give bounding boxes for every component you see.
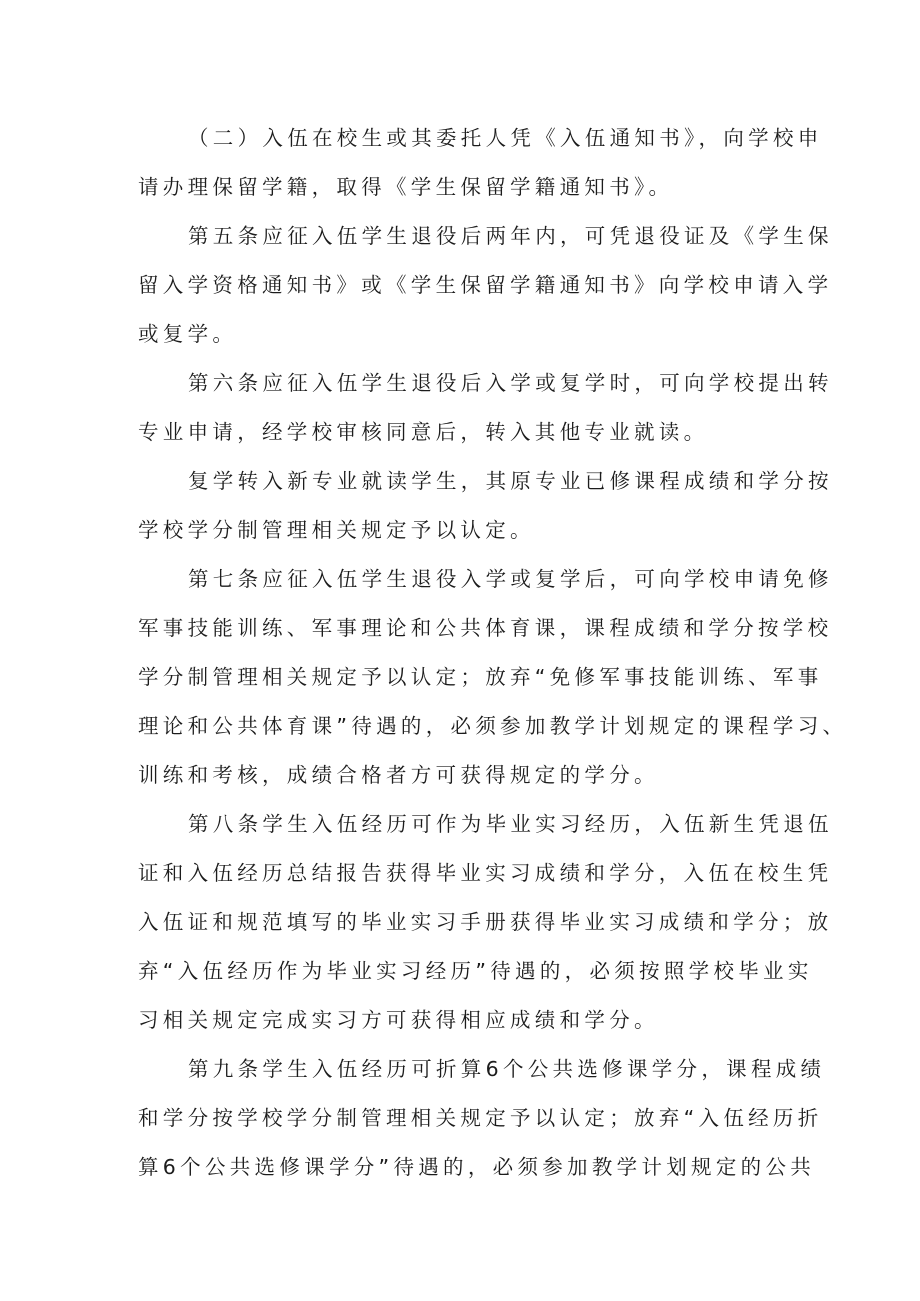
text-line: 第七条应征入伍学生退役入学或复学后，可向学校申请免修: [188, 567, 833, 591]
text-line: 第八条学生入伍经历可作为毕业实习经历，入伍新生凭退伍: [188, 812, 833, 836]
text-line: 理论和公共体育课”待遇的，必须参加教学计划规定的课程学习、: [138, 714, 848, 738]
text-line: 证和入伍经历总结报告获得毕业实习成绩和学分，入伍在校生凭: [138, 861, 833, 885]
text-line: 和学分按学校学分制管理相关规定予以认定；放弃“入伍经历折: [138, 1106, 823, 1130]
text-line: 入伍证和规范填写的毕业实习手册获得毕业实习成绩和学分；放: [138, 910, 833, 934]
text-line: 习相关规定完成实习方可获得相应成绩和学分。: [138, 1008, 659, 1032]
text-line: 请办理保留学籍，取得《学生保留学籍通知书》。: [138, 175, 674, 199]
text-line: 第六条应征入伍学生退役后入学或复学时，可向学校提出转: [188, 371, 833, 395]
text-line: 弃“入伍经历作为毕业实习经历”待遇的，必须按照学校毕业实: [138, 959, 813, 983]
text-line: （二）入伍在校生或其委托人凭《入伍通知书》，向学校申: [188, 126, 823, 150]
text-line: 学分制管理相关规定予以认定；放弃“免修军事技能训练、军事: [138, 665, 823, 689]
text-line: 第九条学生入伍经历可折算6个公共选修课学分，课程成绩: [188, 1057, 826, 1081]
text-line: 第五条应征入伍学生退役后两年内，可凭退役证及《学生保: [188, 224, 833, 248]
text-line: 留入学资格通知书》或《学生保留学籍通知书》向学校申请入学: [138, 273, 833, 297]
text-line: 学校学分制管理相关规定予以认定。: [138, 518, 535, 542]
text-line: 专业申请，经学校审核同意后，转入其他专业就读。: [138, 420, 709, 444]
text-line: 复学转入新专业就读学生，其原专业已修课程成绩和学分按: [188, 469, 833, 493]
text-line: 训练和考核，成绩合格者方可获得规定的学分。: [138, 763, 659, 787]
text-line: 军事技能训练、军事理论和公共体育课，课程成绩和学分按学校: [138, 616, 833, 640]
text-line: 算6个公共选修课学分”待遇的，必须参加教学计划规定的公共: [138, 1155, 816, 1179]
text-line: 或复学。: [138, 322, 238, 346]
